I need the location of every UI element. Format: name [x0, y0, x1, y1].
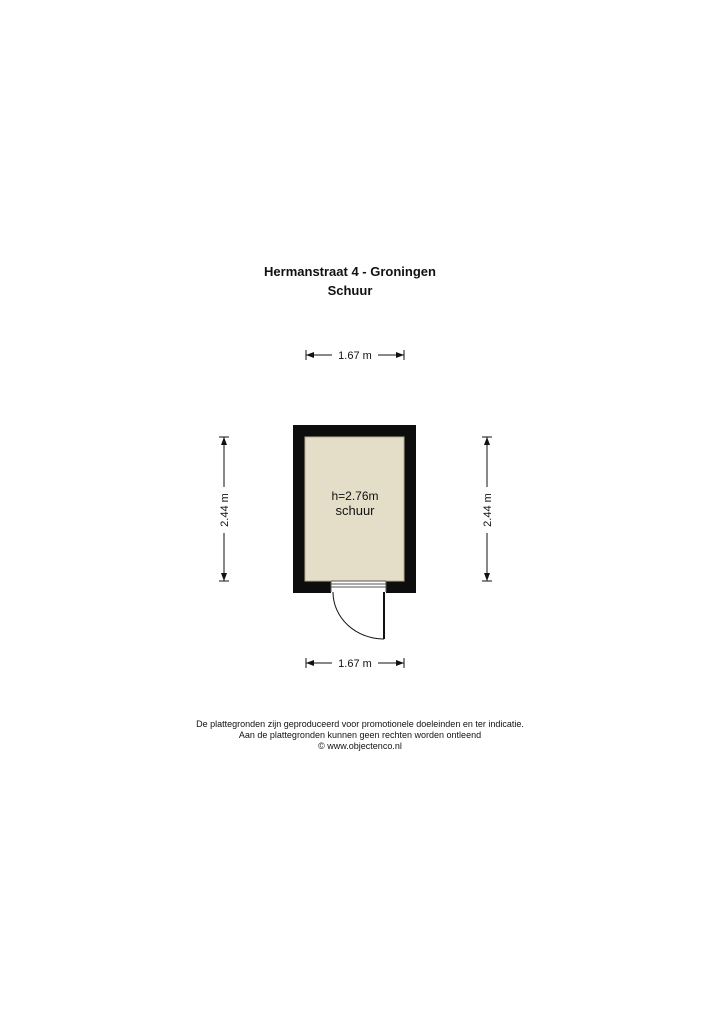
room-height-label: h=2.76m	[331, 489, 379, 503]
disclaimer-line-1: De plattegronden zijn geproduceerd voor promotionele doeleinden en ter indicatie.	[196, 719, 524, 729]
top-width-dimension	[306, 350, 404, 362]
left-height-label: 2.44 m	[219, 493, 231, 527]
bottom-width-label: 1.67 m	[338, 658, 372, 670]
right-height-dimension	[482, 437, 494, 581]
disclaimer-line-2: Aan de plattegronden kunnen geen rechten worden ontleend	[238, 730, 482, 740]
left-height-dimension	[219, 437, 231, 581]
disclaimer-copyright: © www.objectenco.nl	[318, 741, 402, 751]
door-swing	[333, 592, 384, 639]
top-width-label: 1.67 m	[338, 350, 372, 362]
page-title: Hermanstraat 4 - Groningen	[264, 264, 436, 279]
page-subtitle: Schuur	[327, 283, 373, 298]
right-height-label: 2.44 m	[482, 493, 494, 527]
room-name-label: schuur	[335, 503, 375, 518]
bottom-width-dimension	[306, 658, 404, 670]
